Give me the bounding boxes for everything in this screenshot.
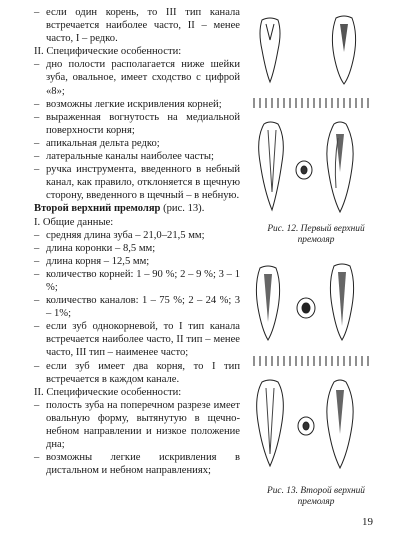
- list-item: [34, 163, 240, 202]
- caption-text: Первый верхний: [298, 224, 365, 234]
- dash: –: [34, 255, 40, 267]
- list-item: [34, 111, 240, 137]
- list-item: [34, 6, 240, 45]
- list-item-text: средняя длина зуба – 21,0–21,5 мм;: [46, 229, 205, 241]
- list-item: [34, 399, 240, 451]
- list-item: [34, 58, 240, 97]
- list-item: [34, 320, 240, 359]
- tooth-illustration-13: [248, 262, 378, 492]
- caption-text: Второй верхний: [298, 486, 365, 496]
- dash: –: [34, 137, 40, 149]
- dash: –: [34, 98, 40, 110]
- list-item: [34, 360, 240, 386]
- list-item-text: длина корня – 12,5 мм;: [46, 255, 150, 267]
- list-item-text: возможны легкие искривления корней;: [46, 98, 222, 110]
- list-item-text: если зуб имеет два корня, то I тип встречается в каждом канале.: [46, 360, 240, 385]
- list-item-text: возможны легкие искривления в дистальном и небном направлениях;: [46, 452, 240, 477]
- caption-text-line2: премоляр: [297, 235, 335, 245]
- dash: –: [34, 229, 40, 241]
- list-item-text: количество каналов: 1 – 75 %; 2 – 24 %; 3 – 1%;: [46, 295, 240, 320]
- list-item-text: дно полости располагается ниже шейки зуба, овальное, имеет сходство с цифрой «8»;: [46, 59, 240, 97]
- dash: –: [34, 452, 40, 464]
- list-item-text: выраженная вогнутость на медиальной поверхности корня;: [46, 111, 240, 136]
- dash: –: [34, 151, 40, 163]
- list-item: [34, 150, 240, 163]
- caption-text-line2: премоляр: [297, 497, 335, 507]
- section-heading: II. Специфические особенности:: [34, 46, 182, 58]
- list-item: [34, 137, 240, 150]
- list-item: [34, 255, 240, 268]
- list-item-text: апикальная дельта редко;: [46, 137, 160, 149]
- list-item: [34, 229, 240, 242]
- caption-label: Рис. 12.: [267, 224, 299, 234]
- list-item-text: ручка инструмента, введенного в небный канал, как правило, отклоняется в щечную сторону, введенного в щечный – в небную.: [46, 164, 240, 202]
- caption-label: Рис. 13.: [267, 486, 298, 496]
- figure-12-caption: [256, 224, 376, 246]
- page-number: 19: [362, 516, 373, 528]
- dash: –: [34, 268, 40, 280]
- subsection-title: [34, 202, 240, 215]
- list-item-text: длина коронки – 8,5 мм;: [46, 242, 156, 254]
- list-item-text: если зуб однокорневой, то I тип канала встречается наиболее часто, II тип – менее часто, III тип – наименее часто;: [46, 321, 240, 359]
- text-column: [34, 6, 240, 477]
- dash: –: [34, 295, 40, 307]
- list-item: [34, 98, 240, 111]
- list-item: [34, 268, 240, 294]
- list-item-text: латеральные каналы наиболее часты;: [46, 151, 214, 163]
- dash: –: [34, 242, 40, 254]
- dash: –: [34, 399, 40, 411]
- list-item-text: полость зуба на поперечном разрезе имеет овальную форму, вытянутую в щечно-небном направлении и низкое положение дна;: [46, 399, 240, 451]
- dash: –: [34, 7, 40, 18]
- list-item: [34, 242, 240, 255]
- section-heading: I. Общие данные:: [34, 216, 114, 228]
- list-item: [34, 451, 240, 477]
- dash: –: [34, 111, 40, 123]
- list-item-text: если один корень, то III тип канала встречается наиболее часто, II – менее часто, I – редко.: [46, 7, 240, 45]
- list-item: [34, 294, 240, 320]
- subsection-title-ref: (рис. 13).: [160, 203, 205, 215]
- list-item-text: количество корней: 1 – 90 %; 2 – 9 %; 3 – 1 %;: [46, 268, 240, 293]
- figure-13: [248, 262, 378, 492]
- dash: –: [34, 164, 40, 176]
- figure-13-caption: [256, 486, 376, 508]
- dash: –: [34, 321, 40, 333]
- subsection-title-bold: Второй верхний премоляр: [34, 203, 161, 215]
- dash: –: [34, 59, 40, 71]
- section-heading: II. Специфические особенности:: [34, 386, 182, 398]
- dash: –: [34, 360, 40, 372]
